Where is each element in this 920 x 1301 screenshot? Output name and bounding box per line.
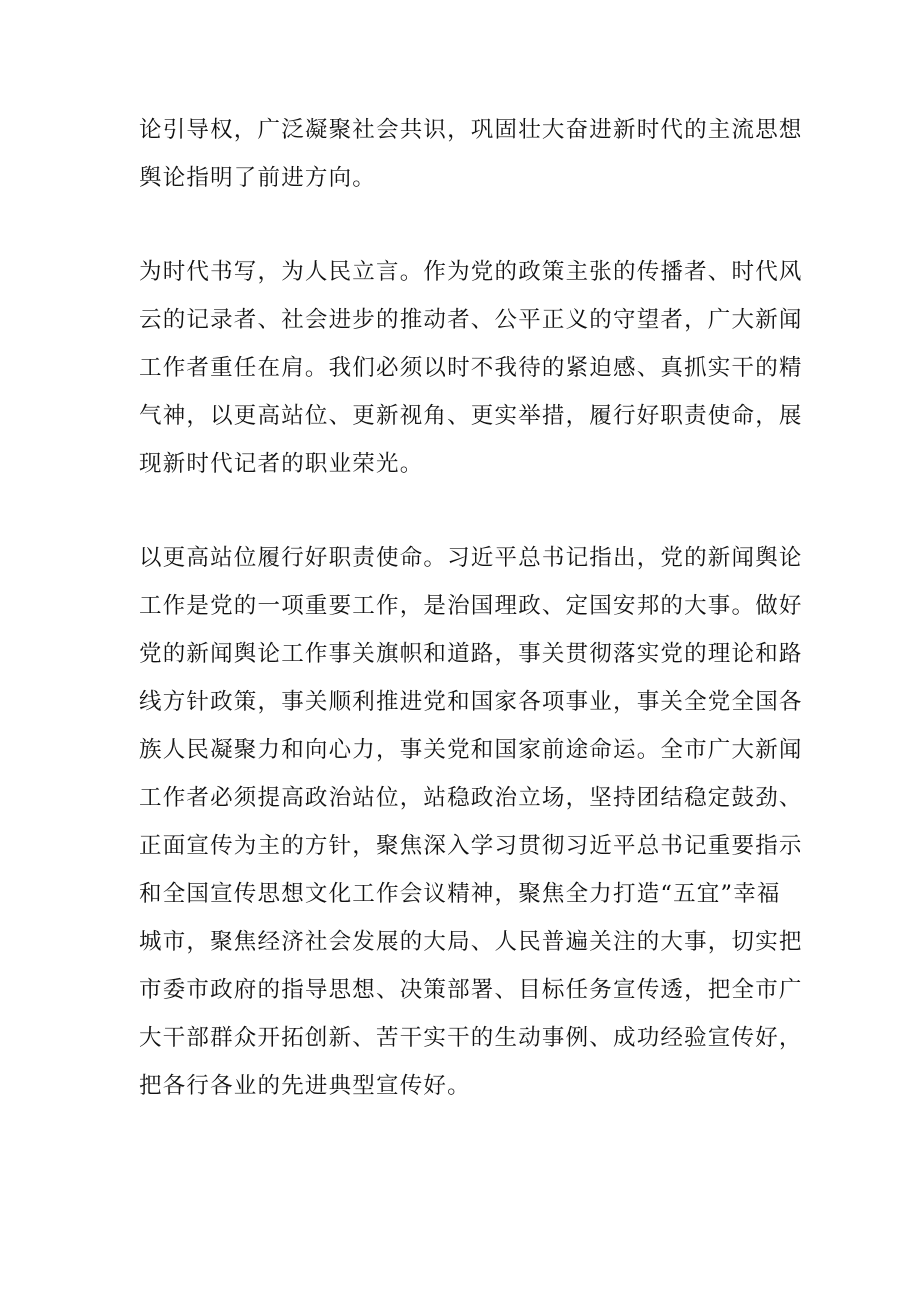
paragraph-3-line-3: 党的新闻舆论工作事关旗帜和道路，事关贯彻落实党的理论和路 (139, 641, 803, 667)
paragraph-3-line-12: 把各行各业的先进典型宣传好。 (139, 1073, 471, 1099)
paragraph-3-line-6: 工作者必须提高政治站位，站稳政治立场，坚持团结稳定鼓劲、 (139, 785, 803, 811)
paragraph-3-line-7: 正面宣传为主的方针，聚焦深入学习贯彻习近平总书记重要指示 (139, 833, 803, 859)
paragraph-1-line-2: 舆论指明了前进方向。 (139, 165, 377, 191)
paragraph-3-line-4: 线方针政策，事关顺利推进党和国家各项事业，事关全党全国各 (139, 689, 803, 715)
paragraph-3-line-11: 大干部群众开拓创新、苦干实干的生动事例、成功经验宣传好， (139, 1025, 803, 1051)
paragraph-2-line-2: 云的记录者、社会进步的推动者、公平正义的守望者，广大新闻 (139, 307, 803, 333)
paragraph-1-line-1: 论引导权，广泛凝聚社会共识，巩固壮大奋进新时代的主流思想 (139, 117, 803, 143)
paragraph-2-line-4: 气神，以更高站位、更新视角、更实举措，履行好职责使命，展 (139, 403, 803, 429)
paragraph-3-line-10: 市委市政府的指导思想、决策部署、目标任务宣传透，把全市广 (139, 977, 803, 1003)
paragraph-3-line-5: 族人民凝聚力和向心力，事关党和国家前途命运。全市广大新闻 (139, 737, 803, 763)
paragraph-2-line-5: 现新时代记者的职业荣光。 (139, 451, 424, 477)
paragraph-2-line-1: 为时代书写，为人民立言。作为党的政策主张的传播者、时代风 (139, 259, 803, 285)
paragraph-3-line-1: 以更高站位履行好职责使命。习近平总书记指出，党的新闻舆论 (139, 545, 803, 571)
paragraph-3-line-8: 和全国宣传思想文化工作会议精神，聚焦全力打造“五宜”幸福 (139, 881, 781, 907)
paragraph-3-line-9: 城市，聚焦经济社会发展的大局、人民普遍关注的大事，切实把 (139, 929, 803, 955)
paragraph-2-line-3: 工作者重任在肩。我们必须以时不我待的紧迫感、真抓实干的精 (139, 355, 803, 381)
paragraph-3-line-2: 工作是党的一项重要工作，是治国理政、定国安邦的大事。做好 (139, 593, 803, 619)
